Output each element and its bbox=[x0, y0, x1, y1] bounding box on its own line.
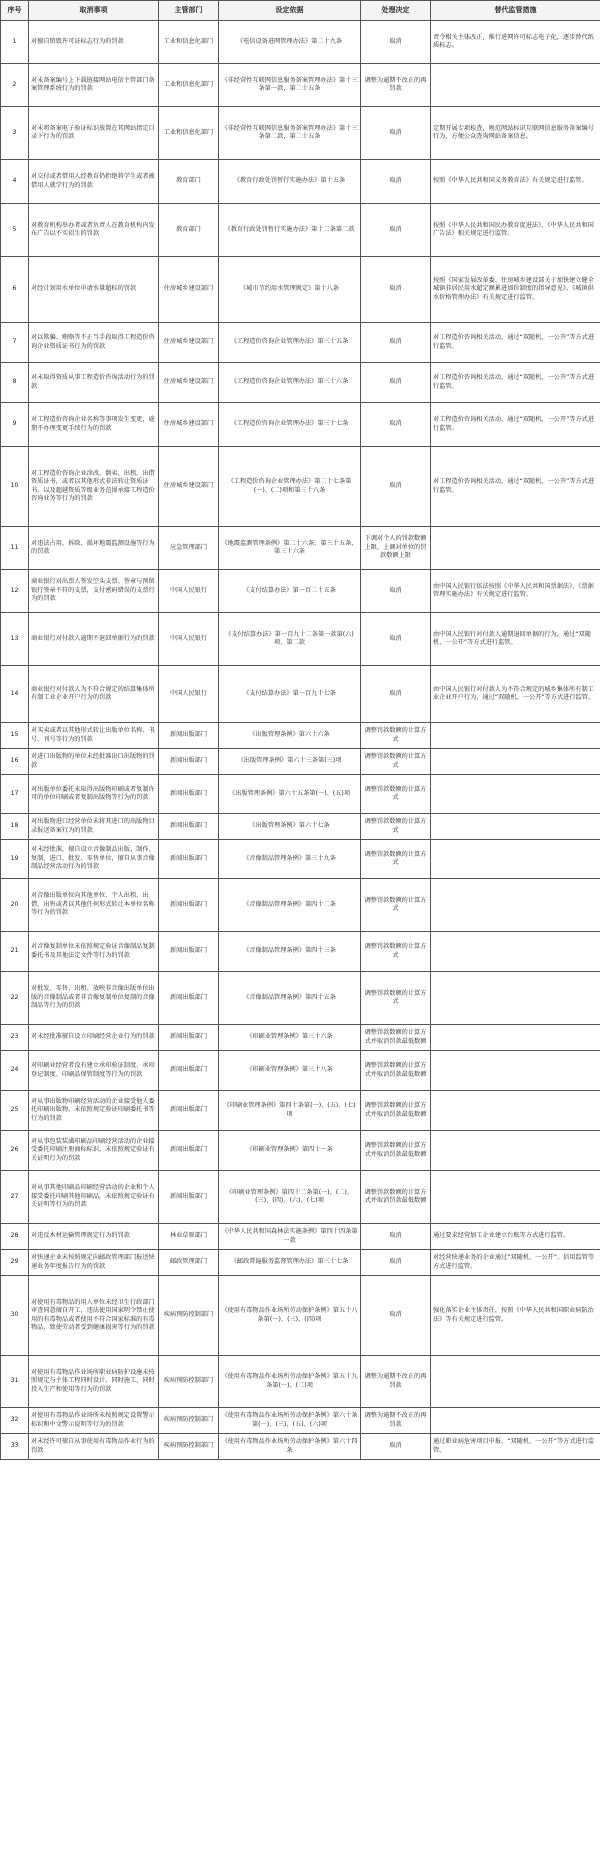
table-row bbox=[1, 21, 600, 64]
row-number: 26 bbox=[1, 1131, 29, 1171]
row-number: 25 bbox=[1, 1091, 29, 1131]
dept-cell: 疾病预防控制部门 bbox=[159, 1408, 219, 1434]
dept-cell: 新闻出版部门 bbox=[159, 1131, 219, 1171]
measure-cell bbox=[431, 1131, 600, 1171]
measure-cell bbox=[431, 1025, 600, 1051]
basis-cell: 《使用有毒物品作业场所劳动保护条例》第五十八条第(一)、(三)、(四)项 bbox=[219, 1276, 361, 1356]
row-number: 20 bbox=[1, 879, 29, 932]
table-row bbox=[1, 814, 600, 840]
item-cell: 对擅自销毁许可证标志行为的罚款 bbox=[29, 21, 159, 64]
dept-cell: 林业草原部门 bbox=[159, 1224, 219, 1250]
row-number: 31 bbox=[1, 1356, 29, 1408]
dept-cell: 新闻出版部门 bbox=[159, 749, 219, 775]
measure-cell: 由中国人民银行对付款人为不符合规定的城乡集体所有制工业企业开户行为，通过“双随机、一公开”等方式进行监管。 bbox=[431, 666, 600, 723]
measure-cell bbox=[431, 879, 600, 932]
table-row bbox=[1, 204, 600, 257]
dept-cell: 工业和信息化部门 bbox=[159, 64, 219, 107]
measure-cell: 通过要求经营加工企业建立台账等方式进行监管。 bbox=[431, 1224, 600, 1250]
basis-cell: 《出版管理条例》第六十三条第(三)项 bbox=[219, 749, 361, 775]
measure-cell bbox=[431, 840, 600, 879]
table-row bbox=[1, 1171, 600, 1224]
table-row bbox=[1, 1356, 600, 1408]
measure-cell bbox=[431, 1171, 600, 1224]
decision-cell: 取消 bbox=[361, 107, 431, 160]
row-number: 14 bbox=[1, 666, 29, 723]
table-row bbox=[1, 363, 600, 403]
decision-cell: 调整为逾期不改正的再罚款 bbox=[361, 64, 431, 107]
measure-cell: 对工程造价咨询相关活动，通过“双随机、一公开”等方式进行监管。 bbox=[431, 363, 600, 403]
decision-cell: 调整罚款数额的计算方式 bbox=[361, 775, 431, 814]
dept-cell: 住房城乡建设部门 bbox=[159, 447, 219, 527]
item-cell: 对音像出版单位向其他单位、个人出租、出借、出售或者以其他任何形式转让本单位名称等行为的罚款 bbox=[29, 879, 159, 932]
measure-cell: 按照《中华人民共和国义务教育法》有关规定进行监管。 bbox=[431, 160, 600, 204]
table-row bbox=[1, 613, 600, 666]
table-row bbox=[1, 1408, 600, 1434]
dept-cell: 住房城乡建设部门 bbox=[159, 323, 219, 363]
table-row bbox=[1, 570, 600, 613]
table-row bbox=[1, 1091, 600, 1131]
row-number: 24 bbox=[1, 1051, 29, 1091]
row-number: 9 bbox=[1, 403, 29, 447]
item-cell: 对从事其他印刷品印刷经营活动的企业和个人接受委托印刷其他印刷品，未依照规定验证有关证明等行为的罚款 bbox=[29, 1171, 159, 1224]
item-cell: 对以欺骗、贿赂等不正当手段取得工程造价咨询企业资质证书行为的罚款 bbox=[29, 323, 159, 363]
table-row bbox=[1, 1025, 600, 1051]
basis-cell: 《工程造价咨询企业管理办法》第二十七条第(一)、(二)项和第三十八条 bbox=[219, 447, 361, 527]
decision-cell: 调整为逾期不改正的再罚款 bbox=[361, 1408, 431, 1434]
dept-cell: 住房城乡建设部门 bbox=[159, 257, 219, 323]
decision-cell: 调整罚款数额的计算方式并取消罚款最低数额 bbox=[361, 1091, 431, 1131]
item-cell: 对未经许可擅自从事使用有毒物品作业行为的罚款 bbox=[29, 1434, 159, 1460]
basis-cell: 《支付结算办法》第一百二十五条 bbox=[219, 570, 361, 613]
item-cell: 对工程造价咨询企业名称等事项发生变更，逾期不办理变更手续行为的罚款 bbox=[29, 403, 159, 447]
basis-cell: 《印刷业管理条例》第三十八条 bbox=[219, 1051, 361, 1091]
header-basis: 设定依据 bbox=[219, 1, 361, 21]
basis-cell: 《邮政普遍服务监督管理办法》第三十七条 bbox=[219, 1250, 361, 1276]
item-cell: 对违法占用、拆除、损坏地震监测设施等行为的罚款 bbox=[29, 527, 159, 570]
row-number: 10 bbox=[1, 447, 29, 527]
dept-cell: 疾病预防控制部门 bbox=[159, 1356, 219, 1408]
row-number: 2 bbox=[1, 64, 29, 107]
header-no: 序号 bbox=[1, 1, 29, 21]
dept-cell: 住房城乡建设部门 bbox=[159, 403, 219, 447]
item-cell: 对从事出版物印刷经营活动的企业接受他人委托印刷出版物，未依照规定验证印刷委托书等行为的罚款 bbox=[29, 1091, 159, 1131]
dept-cell: 教育部门 bbox=[159, 204, 219, 257]
item-cell: 对工程造价咨询企业涂改、倒卖、出租、出借资质证书，或者以其他形式非法转让资质证书，以及超越资质等级业务范围承接工程造价咨询业务等行为的罚款 bbox=[29, 447, 159, 527]
table-row bbox=[1, 749, 600, 775]
dept-cell: 中国人民银行 bbox=[159, 613, 219, 666]
table-body bbox=[1, 21, 600, 1460]
dept-cell: 工业和信息化部门 bbox=[159, 21, 219, 64]
dept-cell: 新闻出版部门 bbox=[159, 1091, 219, 1131]
measure-cell: 按照《中华人民共和国民办教育促进法》、《中华人民共和国广告法》相关规定进行监管。 bbox=[431, 204, 600, 257]
measure-cell bbox=[431, 814, 600, 840]
basis-cell: 《使用有毒物品作业场所劳动保护条例》第六十条第(一)、(三)、(五)、(六)项 bbox=[219, 1408, 361, 1434]
dept-cell: 新闻出版部门 bbox=[159, 1025, 219, 1051]
measure-cell bbox=[431, 1051, 600, 1091]
measure-cell bbox=[431, 972, 600, 1025]
table-row bbox=[1, 107, 600, 160]
basis-cell: 《工程造价咨询企业管理办法》第三十七条 bbox=[219, 403, 361, 447]
row-number: 15 bbox=[1, 723, 29, 749]
item-cell: 对未备案编号上下载链接网站电信主管部门备案管理系统行为的罚款 bbox=[29, 64, 159, 107]
dept-cell: 新闻出版部门 bbox=[159, 1051, 219, 1091]
item-cell: 对出版单位委托未取得出版物印刷或者复制许可的单位印刷或者复制出版物等行为的罚款 bbox=[29, 775, 159, 814]
basis-cell: 《使用有毒物品作业场所劳动保护条例》第六十四条 bbox=[219, 1434, 361, 1460]
item-cell: 对未取得资质从事工程造价咨询活动行为的罚款 bbox=[29, 363, 159, 403]
basis-cell: 《使用有毒物品作业场所劳动保护条例》第五十九条第(一)、(二)项 bbox=[219, 1356, 361, 1408]
basis-cell: 《音像制品管理条例》第四十五条 bbox=[219, 972, 361, 1025]
decision-cell: 调整罚款数额的计算方式并取消罚款最低数额 bbox=[361, 1171, 431, 1224]
decision-cell: 调整罚款数额的计算方式并取消罚款最低数额 bbox=[361, 1025, 431, 1051]
item-cell: 对使用有毒物品的用人单位未经卫生行政部门审查同意擅自开工，违法使用国家明令禁止使用的有毒物品或者使用不符合国家标准的有毒物品，致使劳动者受到健康损害等行为的罚款 bbox=[29, 1276, 159, 1356]
basis-cell: 《出版管理条例》第六十七条 bbox=[219, 814, 361, 840]
basis-cell: 《出版管理条例》第六十六条 bbox=[219, 723, 361, 749]
basis-cell: 《印刷业管理条例》第四十一条 bbox=[219, 1131, 361, 1171]
measure-cell: 对经营快递业务的企业通过“双随机、一公开”、信用监管等方式进行监管。 bbox=[431, 1250, 600, 1276]
decision-cell: 取消 bbox=[361, 1434, 431, 1460]
decision-cell: 取消 bbox=[361, 613, 431, 666]
item-cell: 对进口出版物的单位未经批准出口出版物的罚款 bbox=[29, 749, 159, 775]
row-number: 13 bbox=[1, 613, 29, 666]
measure-cell bbox=[431, 749, 600, 775]
table-row bbox=[1, 323, 600, 363]
table-row bbox=[1, 257, 600, 323]
row-number: 1 bbox=[1, 21, 29, 64]
dept-cell: 工业和信息化部门 bbox=[159, 107, 219, 160]
dept-cell: 新闻出版部门 bbox=[159, 1171, 219, 1224]
measure-cell bbox=[431, 527, 600, 570]
header-measure: 替代监管措施 bbox=[431, 1, 600, 21]
measure-cell bbox=[431, 932, 600, 972]
row-number: 28 bbox=[1, 1224, 29, 1250]
item-cell: 对教育机构举办者或者负责人在教育机构内发布广告以不实招生的罚款 bbox=[29, 204, 159, 257]
basis-cell: 《非经营性互联网信息服务备案管理办法》第十三条第二款、第二十五条 bbox=[219, 107, 361, 160]
table-row bbox=[1, 447, 600, 527]
item-cell: 对出版物进口经营单位未将其进口的出版物目录报送备案行为的罚款 bbox=[29, 814, 159, 840]
item-cell: 对未经批准，擅自设立音像制品出版、制作、复制、进口、批发、零售单位，擅自从事音像制品经营活动行为的罚款 bbox=[29, 840, 159, 879]
item-cell: 商业银行对付款人为不符合规定的结算集体所有制工业企业开户行为的罚款 bbox=[29, 666, 159, 723]
item-cell: 对从事包装装潢印刷品印刷经营活动的企业接受委托印刷注册商标标识，未依照规定验证有关证明行为的罚款 bbox=[29, 1131, 159, 1171]
table-row bbox=[1, 840, 600, 879]
measure-cell bbox=[431, 1091, 600, 1131]
decision-cell: 取消 bbox=[361, 1276, 431, 1356]
decision-cell: 取消 bbox=[361, 447, 431, 527]
decision-cell: 调整罚款数额的计算方式 bbox=[361, 723, 431, 749]
row-number: 22 bbox=[1, 972, 29, 1025]
measure-cell: 对工程造价咨询相关活动，通过“双随机、一公开”等方式进行监管。 bbox=[431, 403, 600, 447]
row-number: 12 bbox=[1, 570, 29, 613]
row-number: 19 bbox=[1, 840, 29, 879]
decision-cell: 取消 bbox=[361, 160, 431, 204]
item-cell: 对未将备案电子验证标识放置在其网站指定目录下行为的罚款 bbox=[29, 107, 159, 160]
basis-cell: 《出版管理条例》第六十五条第(一)、(五)项 bbox=[219, 775, 361, 814]
item-cell: 对批发、零售、出租、放映非音像出版单位出版的音像制品或者非音像复制单位复制的音像制品等行为的罚款 bbox=[29, 972, 159, 1025]
item-cell: 对违反木材运输管理规定行为的罚款 bbox=[29, 1224, 159, 1250]
item-cell: 对交付或者借用人经教育仍拒绝将学生或者被借用人就学行为的罚款 bbox=[29, 160, 159, 204]
table-row bbox=[1, 1051, 600, 1091]
basis-cell: 《印刷业管理条例》第四十二条第(一)、(二)、(三)、(四)、(六)、(七)项 bbox=[219, 1171, 361, 1224]
item-cell: 对使用有毒物品作业场所未按照规定设置警示标识和中文警示说明等行为的罚款 bbox=[29, 1408, 159, 1434]
item-cell: 对音像复制单位未依照规定验证音像制品复制委托书及其他法定文件等行为的罚款 bbox=[29, 932, 159, 972]
decision-cell: 取消 bbox=[361, 1224, 431, 1250]
decision-cell: 下调对个人的罚款数额上限，上调对单位的罚款数额上限 bbox=[361, 527, 431, 570]
measure-cell: 按照《国家发展改革委、住房城乡建设部关于加快建立健全城镇非居民用水超定额累进加价制度的指导意见》、《城镇供水价格管理办法》有关规定进行监管。 bbox=[431, 257, 600, 323]
basis-cell: 《音像制品管理条例》第四十二条 bbox=[219, 879, 361, 932]
header-item: 取消事项 bbox=[29, 1, 159, 21]
measure-cell: 对工程造价咨询相关活动，通过“双随机、一公开”等方式进行监管。 bbox=[431, 323, 600, 363]
decision-cell: 取消 bbox=[361, 1250, 431, 1276]
decision-cell: 取消 bbox=[361, 204, 431, 257]
item-cell: 对经计划用水单位申请水量超标的罚款 bbox=[29, 257, 159, 323]
measure-cell: 定期开展专项检查，规范网站标识互联网信息服务备案编号行为，方便公众查询网站备案信息。 bbox=[431, 107, 600, 160]
basis-cell: 《工程造价咨询企业管理办法》第三十六条 bbox=[219, 363, 361, 403]
decision-cell: 取消 bbox=[361, 257, 431, 323]
table-row bbox=[1, 1250, 600, 1276]
basis-cell: 《中华人民共和国森林法实施条例》第四十四条第一款 bbox=[219, 1224, 361, 1250]
measure-cell bbox=[431, 723, 600, 749]
dept-cell: 邮政管理部门 bbox=[159, 1250, 219, 1276]
row-number: 18 bbox=[1, 814, 29, 840]
dept-cell: 新闻出版部门 bbox=[159, 932, 219, 972]
dept-cell: 教育部门 bbox=[159, 160, 219, 204]
basis-cell: 《城市节约用水管理规定》第十八条 bbox=[219, 257, 361, 323]
basis-cell: 《支付结算办法》第一百九十二条第一款第(六)项、第二款 bbox=[219, 613, 361, 666]
dept-cell: 新闻出版部门 bbox=[159, 814, 219, 840]
dept-cell: 新闻出版部门 bbox=[159, 840, 219, 879]
header-decision: 处理决定 bbox=[361, 1, 431, 21]
decision-cell: 取消 bbox=[361, 21, 431, 64]
table-row bbox=[1, 527, 600, 570]
item-cell: 商业银行对出票人签发空头支票、签章与预留银行签章不符的支票，支付密码错误的支票行为的罚款 bbox=[29, 570, 159, 613]
dept-cell: 中国人民银行 bbox=[159, 666, 219, 723]
decision-cell: 取消 bbox=[361, 403, 431, 447]
row-number: 23 bbox=[1, 1025, 29, 1051]
table-row bbox=[1, 64, 600, 107]
measure-cell: 强化落实企业主体责任，按照《中华人民共和国职业病防治法》等有关规定进行监管。 bbox=[431, 1276, 600, 1356]
basis-cell: 《教育行政处罚暂行实施办法》第十二条第二款 bbox=[219, 204, 361, 257]
header-dept: 主管部门 bbox=[159, 1, 219, 21]
row-number: 21 bbox=[1, 932, 29, 972]
table-row bbox=[1, 666, 600, 723]
row-number: 16 bbox=[1, 749, 29, 775]
table-row bbox=[1, 1276, 600, 1356]
basis-cell: 《工程造价咨询企业管理办法》第三十五条 bbox=[219, 323, 361, 363]
row-number: 6 bbox=[1, 257, 29, 323]
dept-cell: 新闻出版部门 bbox=[159, 879, 219, 932]
decision-cell: 调整罚款数额的计算方式 bbox=[361, 972, 431, 1025]
dept-cell: 中国人民银行 bbox=[159, 570, 219, 613]
table-row bbox=[1, 879, 600, 932]
decision-cell: 调整罚款数额的计算方式 bbox=[361, 814, 431, 840]
decision-cell: 取消 bbox=[361, 666, 431, 723]
row-number: 27 bbox=[1, 1171, 29, 1224]
row-number: 3 bbox=[1, 107, 29, 160]
measure-cell: 由中国人民银行对付款人逾期退回单据的行为，通过“双随机、一公开”等方式进行监管。 bbox=[431, 613, 600, 666]
row-number: 33 bbox=[1, 1434, 29, 1460]
basis-cell: 《音像制品管理条例》第三十九条 bbox=[219, 840, 361, 879]
row-number: 17 bbox=[1, 775, 29, 814]
item-cell: 对未经批准擅自设立印刷经营企业行为的罚款 bbox=[29, 1025, 159, 1051]
basis-cell: 《印刷业管理条例》第三十六条 bbox=[219, 1025, 361, 1051]
table-row bbox=[1, 160, 600, 204]
item-cell: 对快递企业未按照规定向邮政管理部门报送快递业务年度报告行为的罚款 bbox=[29, 1250, 159, 1276]
basis-cell: 《地震监测管理条例》第二十六条、第三十五条、第三十六条 bbox=[219, 527, 361, 570]
basis-cell: 《支付结算办法》第一百九十七条 bbox=[219, 666, 361, 723]
row-number: 4 bbox=[1, 160, 29, 204]
measure-cell: 通过职业病危害项目申报、“双随机、一公开”等方式进行监管。 bbox=[431, 1434, 600, 1460]
dept-cell: 新闻出版部门 bbox=[159, 972, 219, 1025]
basis-cell: 《印刷业管理条例》第四十条第(一)、(五)、(七)项 bbox=[219, 1091, 361, 1131]
row-number: 8 bbox=[1, 363, 29, 403]
dept-cell: 疾病预防控制部门 bbox=[159, 1434, 219, 1460]
table-row bbox=[1, 972, 600, 1025]
table-row bbox=[1, 1434, 600, 1460]
row-number: 5 bbox=[1, 204, 29, 257]
dept-cell: 住房城乡建设部门 bbox=[159, 363, 219, 403]
table-row bbox=[1, 403, 600, 447]
measure-cell bbox=[431, 1408, 600, 1434]
item-cell: 对印刷业经营者没有建立承印验证制度、承印登记制度、印刷品保管制度等行为的罚款 bbox=[29, 1051, 159, 1091]
measure-cell: 对工程造价咨询相关活动，通过“双随机、一公开”等方式进行监管。 bbox=[431, 447, 600, 527]
table-row bbox=[1, 1131, 600, 1171]
dept-cell: 应急管理部门 bbox=[159, 527, 219, 570]
measure-cell bbox=[431, 775, 600, 814]
measure-cell: 由中国人民银行依法按照《中华人民共和国票据法》、《票据管理实施办法》有关规定进行监管。 bbox=[431, 570, 600, 613]
header-row bbox=[1, 1, 600, 21]
decision-cell: 调整罚款数额的计算方式并取消罚款最低数额 bbox=[361, 1051, 431, 1091]
decision-cell: 取消 bbox=[361, 570, 431, 613]
decision-cell: 取消 bbox=[361, 323, 431, 363]
item-cell: 对买卖或者以其他形式转让出版单位名称、书号、刊号等行为的罚款 bbox=[29, 723, 159, 749]
dept-cell: 新闻出版部门 bbox=[159, 775, 219, 814]
basis-cell: 《音像制品管理条例》第四十三条 bbox=[219, 932, 361, 972]
dept-cell: 疾病预防控制部门 bbox=[159, 1276, 219, 1356]
item-cell: 商业银行对付款人逾期不退回单据行为的罚款 bbox=[29, 613, 159, 666]
basis-cell: 《教育行政处罚暂行实施办法》第十五条 bbox=[219, 160, 361, 204]
decision-cell: 调整罚款数额的计算方式 bbox=[361, 932, 431, 972]
decision-cell: 调整为逾期不改正的再罚款 bbox=[361, 1356, 431, 1408]
row-number: 7 bbox=[1, 323, 29, 363]
table-row bbox=[1, 775, 600, 814]
decision-cell: 调整罚款数额的计算方式 bbox=[361, 749, 431, 775]
row-number: 30 bbox=[1, 1276, 29, 1356]
dept-cell: 新闻出版部门 bbox=[159, 723, 219, 749]
item-cell: 对使用有毒物品作业场所职业病防护设施未按照规定与主体工程同时设计、同时施工、同时投入生产和使用等行为的罚款 bbox=[29, 1356, 159, 1408]
measure-cell bbox=[431, 1356, 600, 1408]
row-number: 11 bbox=[1, 527, 29, 570]
table-row bbox=[1, 932, 600, 972]
row-number: 32 bbox=[1, 1408, 29, 1434]
table-row bbox=[1, 1224, 600, 1250]
measure-cell bbox=[431, 64, 600, 107]
decision-cell: 调整罚款数额的计算方式 bbox=[361, 840, 431, 879]
measure-cell: 责令相关主体改正，推行进网许可标志电子化，逐步替代纸质标志。 bbox=[431, 21, 600, 64]
row-number: 29 bbox=[1, 1250, 29, 1276]
basis-cell: 《电信设备进网管理办法》第二十九条 bbox=[219, 21, 361, 64]
decision-cell: 取消 bbox=[361, 363, 431, 403]
decision-cell: 调整罚款数额的计算方式 bbox=[361, 879, 431, 932]
basis-cell: 《非经营性互联网信息服务备案管理办法》第十三条第一款、第二十五条 bbox=[219, 64, 361, 107]
table-row bbox=[1, 723, 600, 749]
decision-cell: 调整罚款数额的计算方式并取消罚款最低数额 bbox=[361, 1131, 431, 1171]
